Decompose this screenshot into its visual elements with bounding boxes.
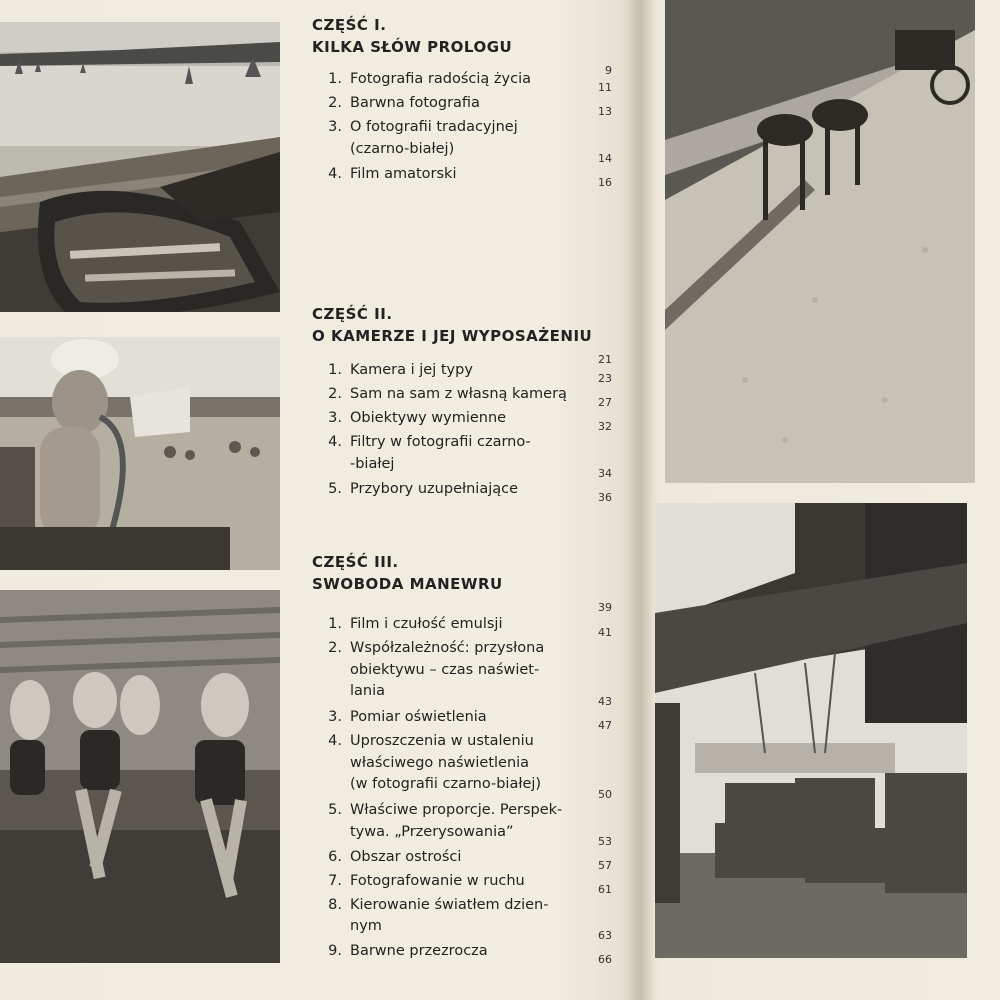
entry-title: Barwne przezrocza: [350, 943, 488, 959]
entry-number: 4.: [328, 434, 342, 450]
entry-page-number: 53: [598, 834, 612, 848]
section-heading: [312, 14, 512, 58]
toc-entry[interactable]: [320, 895, 588, 938]
entry-title: Obszar ostrości: [350, 848, 462, 865]
entry-number: 2.: [328, 95, 342, 111]
table-of-contents: [300, 0, 630, 1000]
photo-horse-carriage: [665, 0, 975, 483]
entry-number: 2.: [328, 386, 342, 402]
entry-page-number: 41: [598, 626, 612, 639]
toc-entry[interactable]: [320, 871, 588, 893]
entry-number: 5.: [328, 480, 342, 497]
section-title: O KAMERZE I JEJ WYPOSAŻENIU: [312, 327, 593, 345]
entry-number: 1.: [328, 362, 342, 378]
entry-title: Film i czułość emulsji: [350, 616, 503, 632]
entry-page-number: 13: [598, 105, 612, 118]
entry-number: 1.: [328, 71, 342, 87]
entry-page-number: 36: [598, 490, 612, 504]
entry-page-number: 63: [598, 929, 612, 942]
entry-page-number: 50: [598, 788, 612, 801]
entry-page-number: 32: [598, 420, 612, 433]
entry-title: Film amatorski: [350, 165, 457, 182]
entry-number: 3.: [328, 410, 342, 426]
entry-title: O fotografii tradacyjnej (czarno-białej): [350, 119, 518, 157]
entry-page-number: 66: [598, 953, 612, 966]
entry-title: Barwna fotografia: [350, 95, 480, 111]
entry-page-number: 43: [598, 695, 612, 708]
section-title: KILKA SŁÓW PROLOGU: [312, 38, 513, 56]
entry-title: Obiektywy wymienne: [350, 410, 507, 426]
entry-title: Współzależność: przysłona obiektywu – czas naświet- lania: [350, 640, 545, 699]
entry-number: 9.: [328, 943, 342, 959]
entry-number: 3.: [328, 709, 342, 725]
toc-entry[interactable]: [320, 479, 588, 501]
entry-page-number: 61: [598, 882, 612, 896]
entry-title: Sam na sam z własną kamerą: [350, 386, 567, 402]
toc-entry[interactable]: [320, 941, 588, 963]
entry-number: 4.: [328, 733, 342, 749]
toc-entry[interactable]: [320, 638, 588, 703]
entry-page-number: 16: [598, 175, 612, 189]
section-page-number: 9: [605, 64, 612, 77]
section-heading: [312, 303, 592, 347]
toc-entry[interactable]: [320, 164, 588, 186]
entry-number: 2.: [328, 640, 342, 656]
entry-page-number: 23: [598, 372, 612, 385]
entry-number: 6.: [328, 848, 342, 865]
section-label: CZĘŚĆ I.: [312, 16, 387, 34]
toc-entry[interactable]: [320, 707, 588, 729]
entry-title: Fotografowanie w ruchu: [350, 872, 525, 889]
section-label: CZĘŚĆ II.: [312, 305, 393, 323]
entry-number: 8.: [328, 896, 342, 913]
section-title: SWOBODA MANEWRU: [312, 575, 503, 593]
entry-title: Pomiar oświetlenia: [350, 709, 487, 725]
entry-page-number: 57: [598, 858, 612, 872]
entry-title: Przybory uzupełniające: [350, 480, 519, 497]
entry-title: Kierowanie światłem dzien- nym: [350, 896, 549, 934]
toc-entry[interactable]: [320, 360, 588, 382]
toc-entry[interactable]: [320, 69, 588, 91]
toc-entry[interactable]: [320, 614, 588, 636]
entry-page-number: 47: [598, 719, 612, 732]
entry-page-number: 11: [598, 81, 612, 94]
section-page-number: 39: [598, 601, 612, 614]
entry-title: Właściwe proporcje. Perspek- tywa. „Przerysowania”: [350, 802, 563, 840]
entry-title: Filtry w fotografii czarno- -białej: [350, 434, 531, 472]
section-heading: [312, 551, 503, 595]
photo-boats-lake: [0, 22, 280, 312]
entry-title: Uproszczenia w ustaleniu właściwego naświetlenia (w fotografii czarno-białej): [350, 733, 542, 792]
photo-children-running: [0, 590, 280, 963]
toc-entry[interactable]: [320, 384, 588, 406]
toc-entry[interactable]: [320, 432, 588, 475]
toc-entry[interactable]: [320, 408, 588, 430]
entry-page-number: 34: [598, 466, 612, 480]
entry-number: 7.: [328, 872, 342, 889]
book-gutter: [628, 0, 654, 1000]
toc-entry[interactable]: [320, 117, 588, 160]
photo-port-crane: [655, 503, 967, 958]
entry-title: Fotografia radością życia: [350, 71, 531, 87]
entry-number: 5.: [328, 802, 342, 818]
section-label: CZĘŚĆ III.: [312, 553, 399, 571]
entry-page-number: 27: [598, 396, 612, 409]
entry-title: Kamera i jej typy: [350, 362, 473, 378]
photo-child-beach: [0, 337, 280, 570]
entry-number: 4.: [328, 165, 342, 182]
toc-entry[interactable]: [320, 800, 588, 843]
toc-entry[interactable]: [320, 847, 588, 869]
entry-page-number: 14: [598, 151, 612, 165]
section-page-number: 21: [598, 353, 612, 366]
entry-number: 3.: [328, 119, 342, 135]
toc-entry[interactable]: [320, 93, 588, 115]
toc-entry[interactable]: [320, 731, 588, 796]
entry-number: 1.: [328, 616, 342, 632]
